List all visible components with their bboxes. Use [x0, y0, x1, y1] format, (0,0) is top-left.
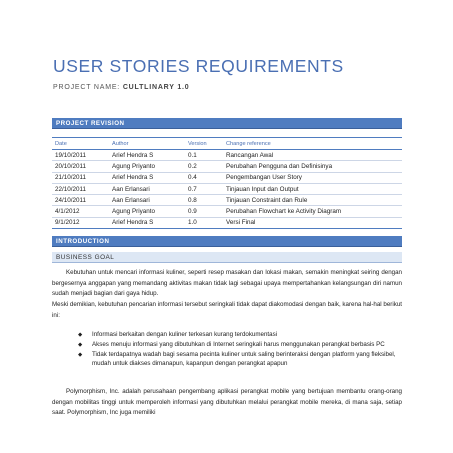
- cell-date: 24/10/2011: [52, 195, 109, 206]
- cell-version: 0.9: [185, 206, 223, 217]
- paragraph-polymorphism: Polymorphism, Inc. adalah perusahaan pengembang aplikasi perangkat mobile yang bertujuan membantu orang-orang dengan mobilitas tinggi untuk memperoleh informasi yang dibutuhkan melalui perangkat mobile mereka, di mana saja, setiap saat. Polymorphism, Inc juga memiliki: [52, 388, 402, 417]
- paragraph-culinary-need: Kebutuhan untuk mencari informasi kuliner, seperti resep masakan dan lokasi makan, semakin meningkat seiring dengan bergesernya anggapan yang memandang aktivitas makan tidak lagi sebagai upaya mempertahankan kelangsungan diri namun sudah menjadi bagian dari gaya hidup.: [52, 269, 402, 298]
- revision-table-header: [52, 138, 402, 150]
- list-item: [52, 351, 402, 368]
- cell-version: 0.7: [185, 183, 223, 194]
- list-item: [52, 331, 402, 340]
- table-row: [52, 195, 402, 206]
- table-row: [52, 172, 402, 183]
- cell-author: Agung Priyanto: [109, 161, 185, 172]
- cell-date: 21/10/2011: [52, 172, 109, 183]
- cell-change: Tinjauan Constraint dan Rule: [223, 195, 402, 206]
- column-header-change-reference: Change reference: [223, 138, 402, 150]
- cell-date: 20/10/2011: [52, 161, 109, 172]
- cell-version: 1.0: [185, 217, 223, 228]
- cell-author: Arief Hendra S: [109, 217, 185, 228]
- cell-version: 0.2: [185, 161, 223, 172]
- cell-date: 4/1/2012: [52, 206, 109, 217]
- bullet-icon: ◆: [78, 341, 83, 348]
- project-name-line: [53, 84, 190, 91]
- document-title: USER STORIES REQUIREMENTS: [53, 56, 344, 76]
- cell-change: Rancangan Awal: [223, 150, 402, 161]
- paragraph-accommodation: Meski demikian, kebutuhan pencarian informasi tersebut seringkali tidak dapat diakomodasi dengan baik, karena hal-hal berikut ini:: [52, 301, 402, 319]
- cell-change: Perubahan Flowchart ke Activity Diagram: [223, 206, 402, 217]
- cell-date: 19/10/2011: [52, 150, 109, 161]
- list-item: [52, 341, 402, 350]
- column-header-date: Date: [52, 138, 109, 150]
- project-name-value: CULTLINARY 1.0: [122, 84, 190, 91]
- bullet-text: Akses menuju informasi yang dibutuhkan di Internet seringkali harus menggunakan perangkat berbasis PC: [92, 340, 385, 348]
- cell-change: Perubahan Pengguna dan Definisinya: [223, 161, 402, 172]
- cell-change: Tinjauan Input dan Output: [223, 183, 402, 194]
- business-goal-heading: BUSINESS GOAL: [52, 252, 402, 263]
- cell-author: Aan Erlansari: [109, 195, 185, 206]
- bullet-text: Tidak terdapatnya wadah bagi sesama pecinta kuliner untuk saling berinteraksi dengan platform yang fleksibel, mudah untuk diakses dimanapun, kapanpun dengan perangkat apapun: [92, 350, 396, 367]
- cell-author: Arief Hendra S: [109, 150, 185, 161]
- problem-bullet-list: [52, 331, 402, 370]
- introduction-heading: INTRODUCTION: [52, 236, 402, 247]
- table-row: [52, 150, 402, 161]
- cell-change: Pengembangan User Story: [223, 172, 402, 183]
- cell-author: Agung Priyanto: [109, 206, 185, 217]
- cell-version: 0.8: [185, 195, 223, 206]
- cell-author: Arief Hendra S: [109, 172, 185, 183]
- cell-date: 22/10/2011: [52, 183, 109, 194]
- cell-date: 9/1/2012: [52, 217, 109, 228]
- column-header-version: Version: [185, 138, 223, 150]
- bullet-icon: ◆: [78, 351, 83, 358]
- cell-change: Versi Final: [223, 217, 402, 228]
- revision-table: [52, 137, 402, 229]
- table-row: [52, 217, 402, 228]
- project-revision-heading: PROJECT REVISION: [52, 118, 402, 129]
- bullet-text: Informasi berkaitan dengan kuliner terkesan kurang terdokumentasi: [92, 331, 278, 338]
- table-row: [52, 206, 402, 217]
- cell-version: 0.4: [185, 172, 223, 183]
- project-name-label: PROJECT NAME:: [53, 84, 121, 91]
- table-row: [52, 183, 402, 194]
- column-header-author: Author: [109, 138, 185, 150]
- cell-author: Aan Erlansari: [109, 183, 185, 194]
- table-row: [52, 161, 402, 172]
- cell-version: 0.1: [185, 150, 223, 161]
- bullet-icon: ◆: [78, 332, 83, 338]
